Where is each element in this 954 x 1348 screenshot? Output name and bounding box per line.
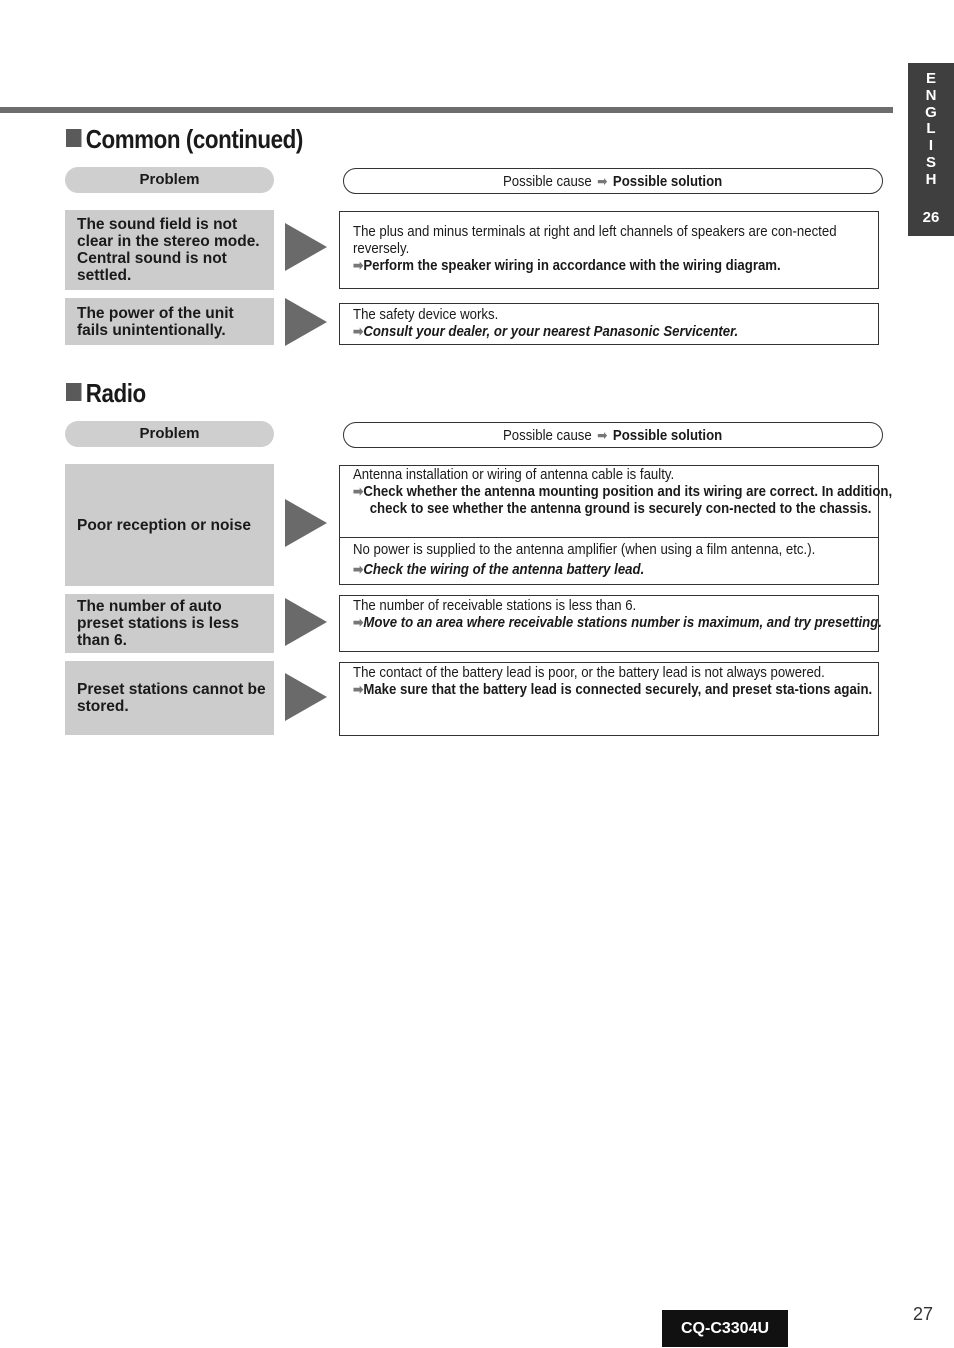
arrow-right-icon: ➡ <box>353 483 364 499</box>
cause-solution-item <box>340 304 878 343</box>
arrow-right-icon: ➡ <box>353 257 364 273</box>
cause-solution-item <box>340 537 878 581</box>
triangle-arrow-icon <box>285 298 327 346</box>
model-label: CQ-C3304U <box>662 1310 788 1347</box>
problem-box: The number of auto preset stations is less than 6. <box>65 594 274 653</box>
cause-solution-item <box>340 663 878 701</box>
solution-box <box>339 303 879 345</box>
triangle-arrow-icon <box>285 673 327 721</box>
solution-text: ➡Check the wiring of the antenna battery lead. <box>353 561 645 578</box>
cause-text: The number of receivable stations is less than 6. <box>353 597 637 614</box>
arrow-right-icon: ➡ <box>597 173 608 189</box>
problem-box: The power of the unit fails unintentionally. <box>65 298 274 345</box>
cause-solution-item <box>340 212 878 277</box>
square-bullet-icon <box>66 129 81 147</box>
cause-solution-item <box>340 466 893 537</box>
problem-header: Problem <box>65 421 274 447</box>
page-number: 27 <box>913 1304 934 1324</box>
solution-box <box>339 211 879 289</box>
language-tab <box>908 63 954 236</box>
cause-text: The plus and minus terminals at right and left channels of speakers are con-nected reversely. <box>353 223 837 257</box>
problem-header: Problem <box>65 167 274 193</box>
cause-text: The safety device works. <box>353 306 499 323</box>
arrow-right-icon: ➡ <box>353 681 364 697</box>
solution-text: ➡Make sure that the battery lead is connected securely, and preset sta-tions again. <box>353 681 873 698</box>
solution-text: ➡Consult your dealer, or your nearest Panasonic Servicenter. <box>353 323 739 340</box>
cause-solution-item <box>340 596 882 634</box>
cause-text: Antenna installation or wiring of antenna cable is faulty. <box>353 466 675 483</box>
cause-solution-header: Possible cause ➡ Possible solution <box>343 422 883 448</box>
problem-box: Poor reception or noise <box>65 464 274 586</box>
solution-text: ➡Move to an area where receivable stations number is maximum, and try presetting. <box>353 614 882 631</box>
language-label: E N G L I S H <box>925 70 937 188</box>
section-title-radio: Radio <box>66 378 146 409</box>
arrow-right-icon: ➡ <box>353 323 364 339</box>
arrow-right-icon: ➡ <box>353 561 364 577</box>
solution-box <box>339 465 893 585</box>
triangle-arrow-icon <box>285 223 327 271</box>
problem-box: Preset stations cannot be stored. <box>65 661 274 735</box>
triangle-arrow-icon <box>285 499 327 547</box>
section-page-number: 26 <box>922 209 940 226</box>
square-bullet-icon <box>66 383 81 401</box>
problem-box: The sound field is not clear in the stereo mode. Central sound is not settled. <box>65 210 274 290</box>
cause-solution-header: Possible cause ➡ Possible solution <box>343 168 883 194</box>
solution-box <box>339 662 879 736</box>
solution-box <box>339 595 882 652</box>
section-title-common: Common (continued) <box>66 124 303 155</box>
cause-text: The contact of the battery lead is poor, or the battery lead is not always powered. <box>353 664 825 681</box>
cause-text: No power is supplied to the antenna amplifier (when using a film antenna, etc.). <box>353 541 816 558</box>
top-rule <box>0 107 893 113</box>
solution-text: ➡Check whether the antenna mounting position and its wiring are correct. In addition, check to see whether the antenna ground is securely con-nected to the chassis. <box>353 483 893 517</box>
triangle-arrow-icon <box>285 598 327 646</box>
solution-text: ➡Perform the speaker wiring in accordance with the wiring diagram. <box>353 257 781 274</box>
arrow-right-icon: ➡ <box>597 427 608 443</box>
arrow-right-icon: ➡ <box>353 614 364 630</box>
